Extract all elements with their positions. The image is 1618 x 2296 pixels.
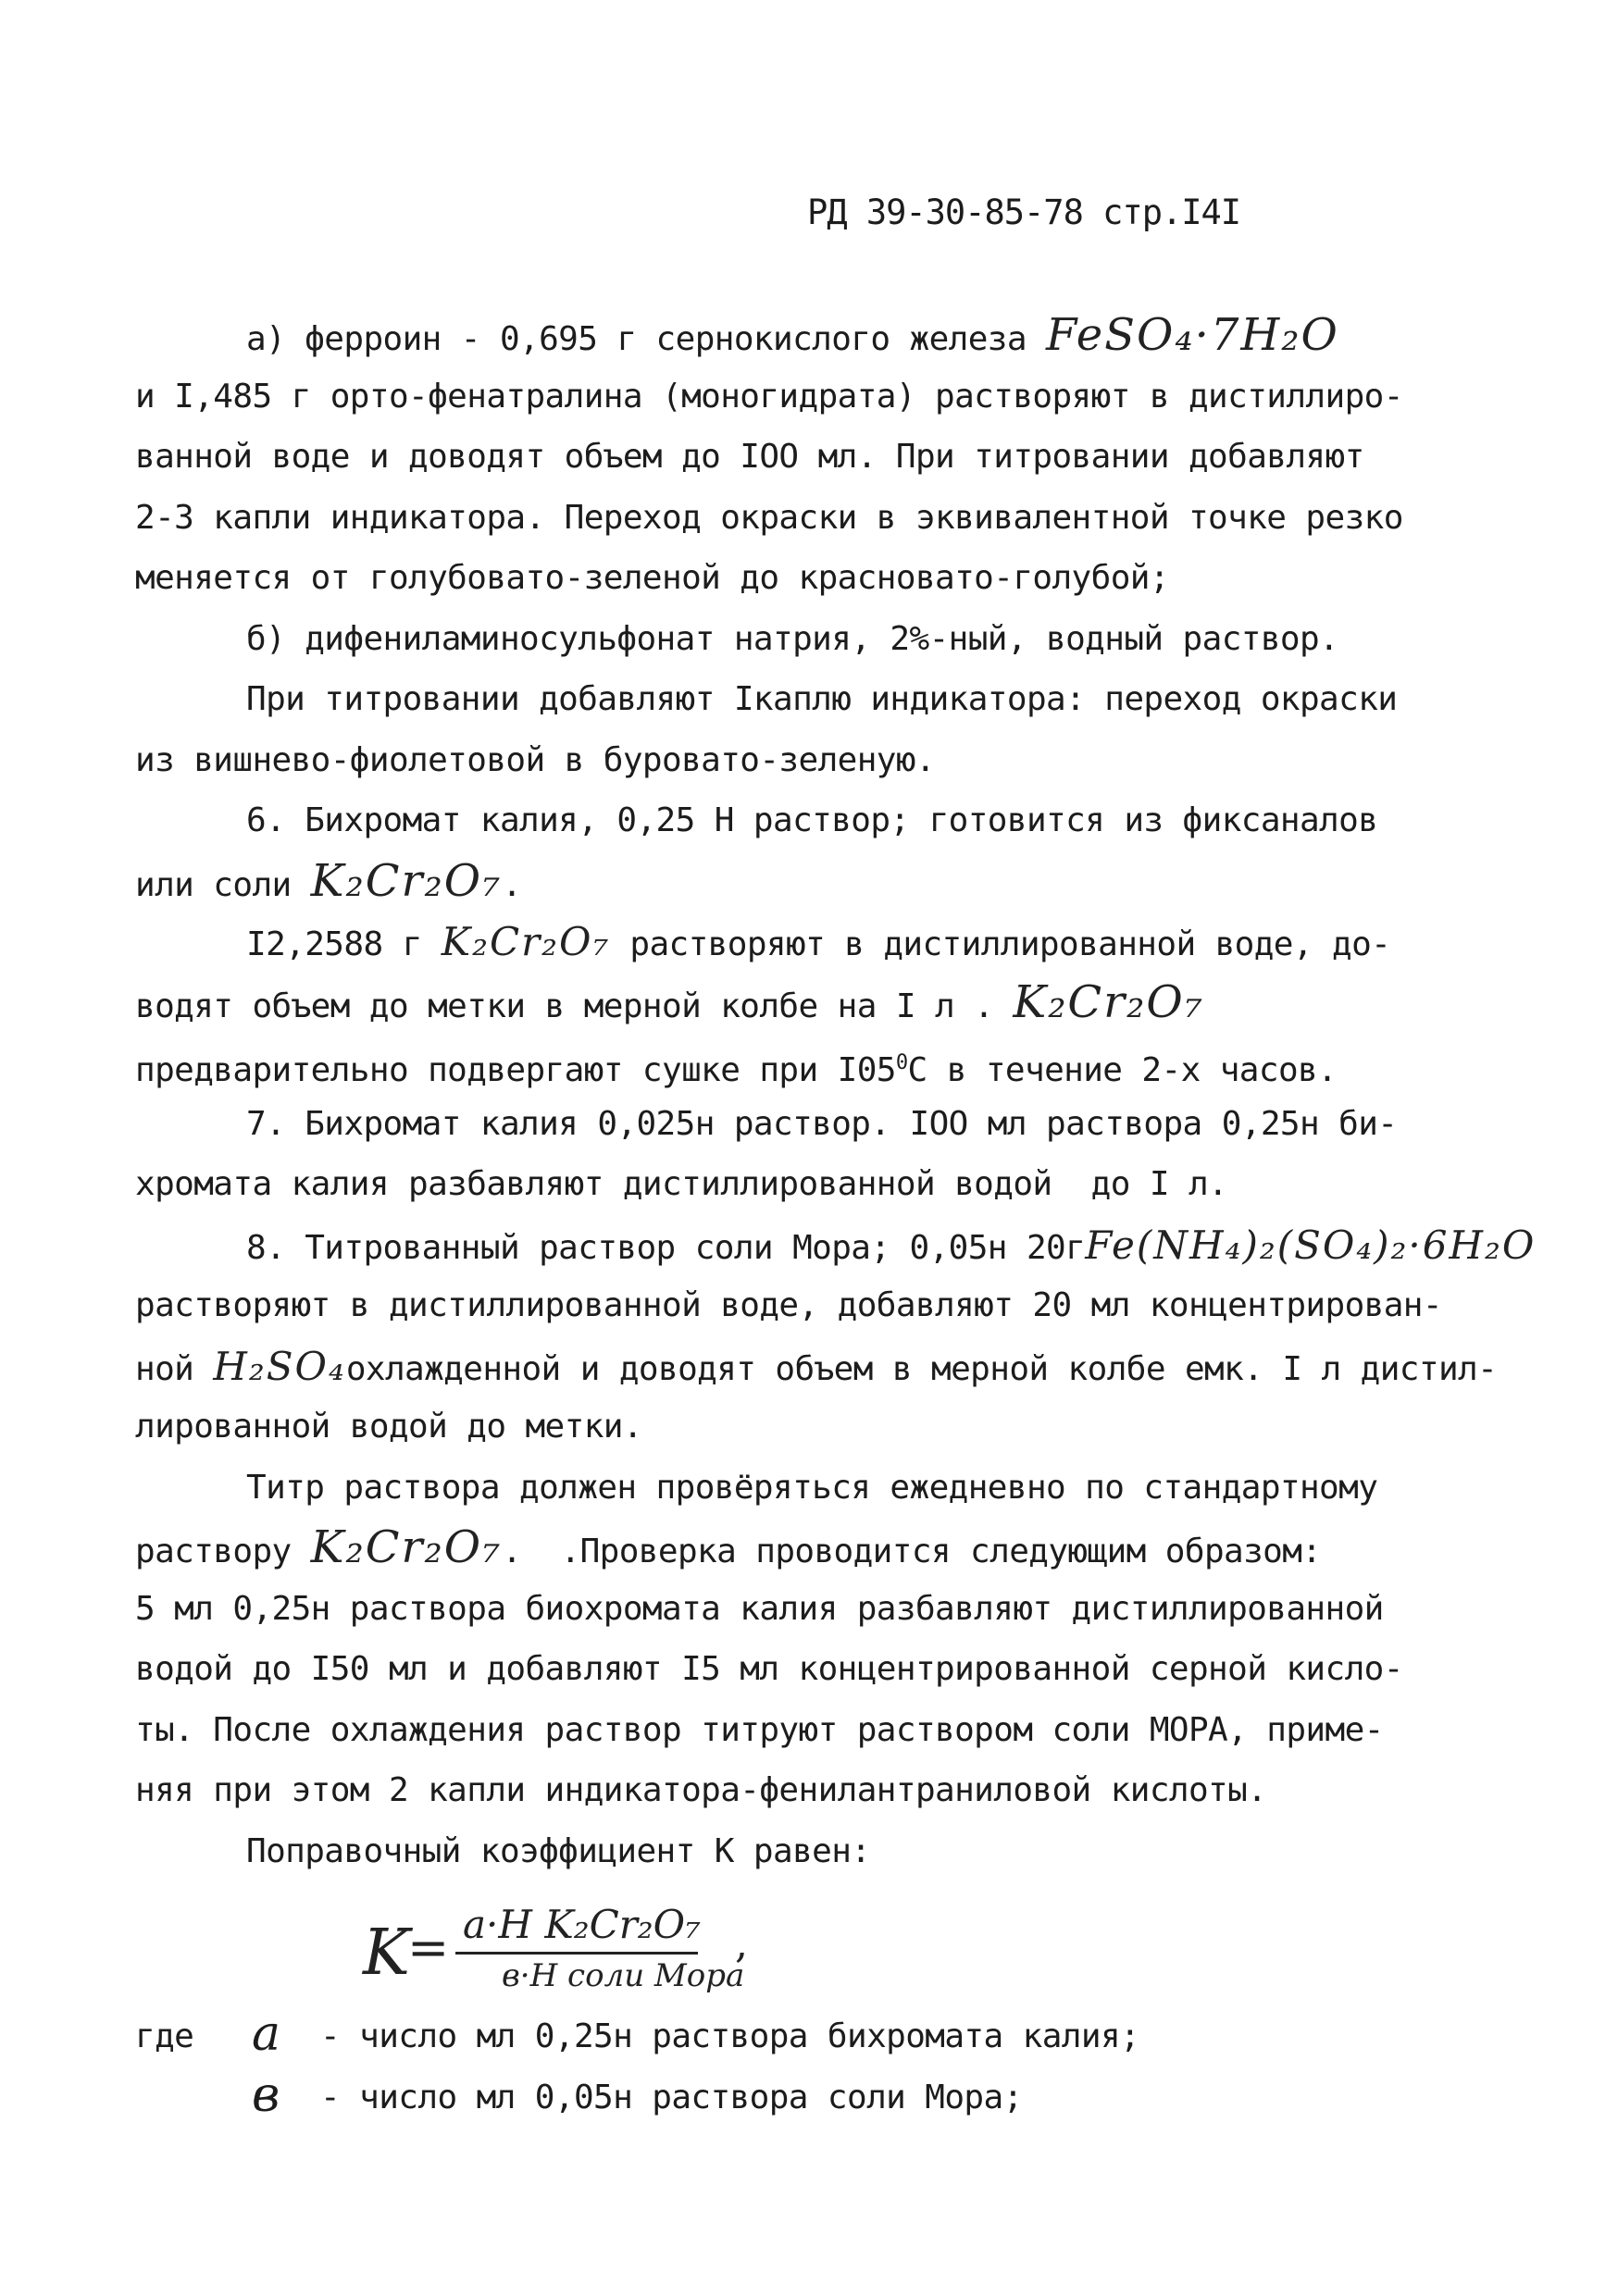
text-line: 7. Бихромат калия 0,025н раствор. IOO мл раствора 0,25н би-	[246, 1104, 1398, 1143]
legend-symbol: a	[252, 2006, 280, 2062]
formula-numerator: a·H K₂Cr₂O₇	[463, 1902, 701, 1947]
superscript: 0	[895, 1051, 908, 1074]
text: I2,2588 г	[246, 925, 442, 963]
text: 8. Титрованный раствор соли Мора; 0,05н 20г	[246, 1228, 1086, 1267]
text-line: ты. После охлаждения раствор титруют раствором соли МОРА, приме-	[135, 1710, 1384, 1749]
handwritten-formula: K₂Cr₂O₇	[1013, 975, 1204, 1028]
text-line	[135, 1033, 1385, 1094]
text-line: При титровании добавляют Iкаплю индикатора: переход окраски	[246, 680, 1398, 718]
text: ной	[135, 1349, 214, 1388]
formula-comma: ,	[735, 1920, 748, 1967]
text-line	[135, 912, 1391, 973]
formula-equals: =	[407, 1918, 450, 1977]
formula-denominator: в·H соли Мора	[502, 1957, 745, 1994]
text-line: хромата калия разбавляют дистиллированной водой до I л.	[135, 1165, 1228, 1203]
handwritten-formula: K₂Cr₂O₇	[310, 1521, 503, 1573]
text-line: Титр раствора должен провёряться ежедневно по стандартному	[246, 1468, 1378, 1507]
text-line: няя при этом 2 капли индикатора-фенилантраниловой кислоты.	[135, 1771, 1267, 1809]
legend-text: - число мл 0,25н раствора бихромата калия;	[320, 2017, 1140, 2055]
document-body	[135, 305, 1537, 1881]
page-header: РД 39-30-85-78 стр.I4I	[807, 192, 1241, 232]
text-line: растворяют в дистиллированной воде, добавляют 20 мл концентрирован-	[135, 1286, 1442, 1324]
text-line	[135, 305, 1385, 366]
legend-symbol: в	[252, 2067, 280, 2123]
text: или соли	[135, 865, 311, 904]
text: а) ферроин - 0,695 г сернокислого железа	[246, 320, 1047, 358]
handwritten-formula: K₂Cr₂O₇	[310, 854, 503, 907]
text-line	[135, 1215, 1537, 1276]
text: С в течение 2-х часов.	[907, 1051, 1338, 1089]
text-line	[135, 1518, 1385, 1579]
text-line: Поправочный коэффициент К равен:	[246, 1831, 871, 1870]
handwritten-formula: Fe(NH₄)₂(SO₄)₂·6H₂O	[1085, 1222, 1537, 1268]
text: .	[502, 865, 522, 904]
text-line: лированной водой до метки.	[135, 1408, 642, 1446]
text-line: водой до I50 мл и добавляют I5 мл концентрированной серной кисло-	[135, 1650, 1403, 1688]
text: раствору	[135, 1533, 311, 1570]
text-line: б) дифениламиносульфонат натрия, 2%-ный, водный раствор.	[246, 619, 1339, 658]
formula-k: K	[363, 1917, 410, 1990]
text-line: ванной воде и доводят объем до IOO мл. При титровании добавляют	[135, 438, 1364, 476]
handwritten-formula: FeSO₄·7H₂O	[1046, 309, 1339, 361]
text: . .Проверка проводится следующим образом:	[502, 1533, 1322, 1570]
text-line: 6. Бихромат калия, 0,25 Н раствор; готовится из фиксаналов	[246, 801, 1378, 839]
variable-legend	[135, 2006, 1140, 2130]
text: растворяют в дистиллированной воде, до-	[610, 925, 1391, 963]
legend-row	[135, 2006, 1140, 2069]
legend-text: - число мл 0,05н раствора соли Мора;	[320, 2079, 1023, 2116]
text: водят объем до метки в мерной колбе на I л .	[135, 987, 1014, 1025]
text: предварительно подвергают сушке при I05	[135, 1051, 896, 1089]
text-line	[135, 973, 1385, 1034]
text-line	[135, 1336, 1498, 1397]
text-line	[135, 851, 1385, 912]
where-label: где	[135, 2017, 194, 2055]
text-line: меняется от голубовато-зеленой до красновато-голубой;	[135, 559, 1169, 597]
legend-row	[135, 2067, 1023, 2130]
handwritten-formula: H₂SO₄	[213, 1343, 346, 1389]
text-line: 2-3 капли индикатора. Переход окраски в эквивалентной точке резко	[135, 498, 1403, 537]
correction-formula	[363, 1893, 844, 2004]
handwritten-formula: K₂Cr₂O₇	[441, 919, 611, 964]
text-line: из вишнево-фиолетовой в буровато-зеленую.	[135, 740, 936, 779]
text-line: 5 мл 0,25н раствора биохромата калия разбавляют дистиллированной	[135, 1589, 1384, 1628]
text: охлажденной и доводят объем в мерной колбе емк. I л дистил-	[345, 1349, 1498, 1388]
fraction-bar	[455, 1952, 698, 1955]
text-line: и I,485 г орто-фенатралина (моногидрата) растворяют в дистиллиро-	[135, 377, 1403, 416]
